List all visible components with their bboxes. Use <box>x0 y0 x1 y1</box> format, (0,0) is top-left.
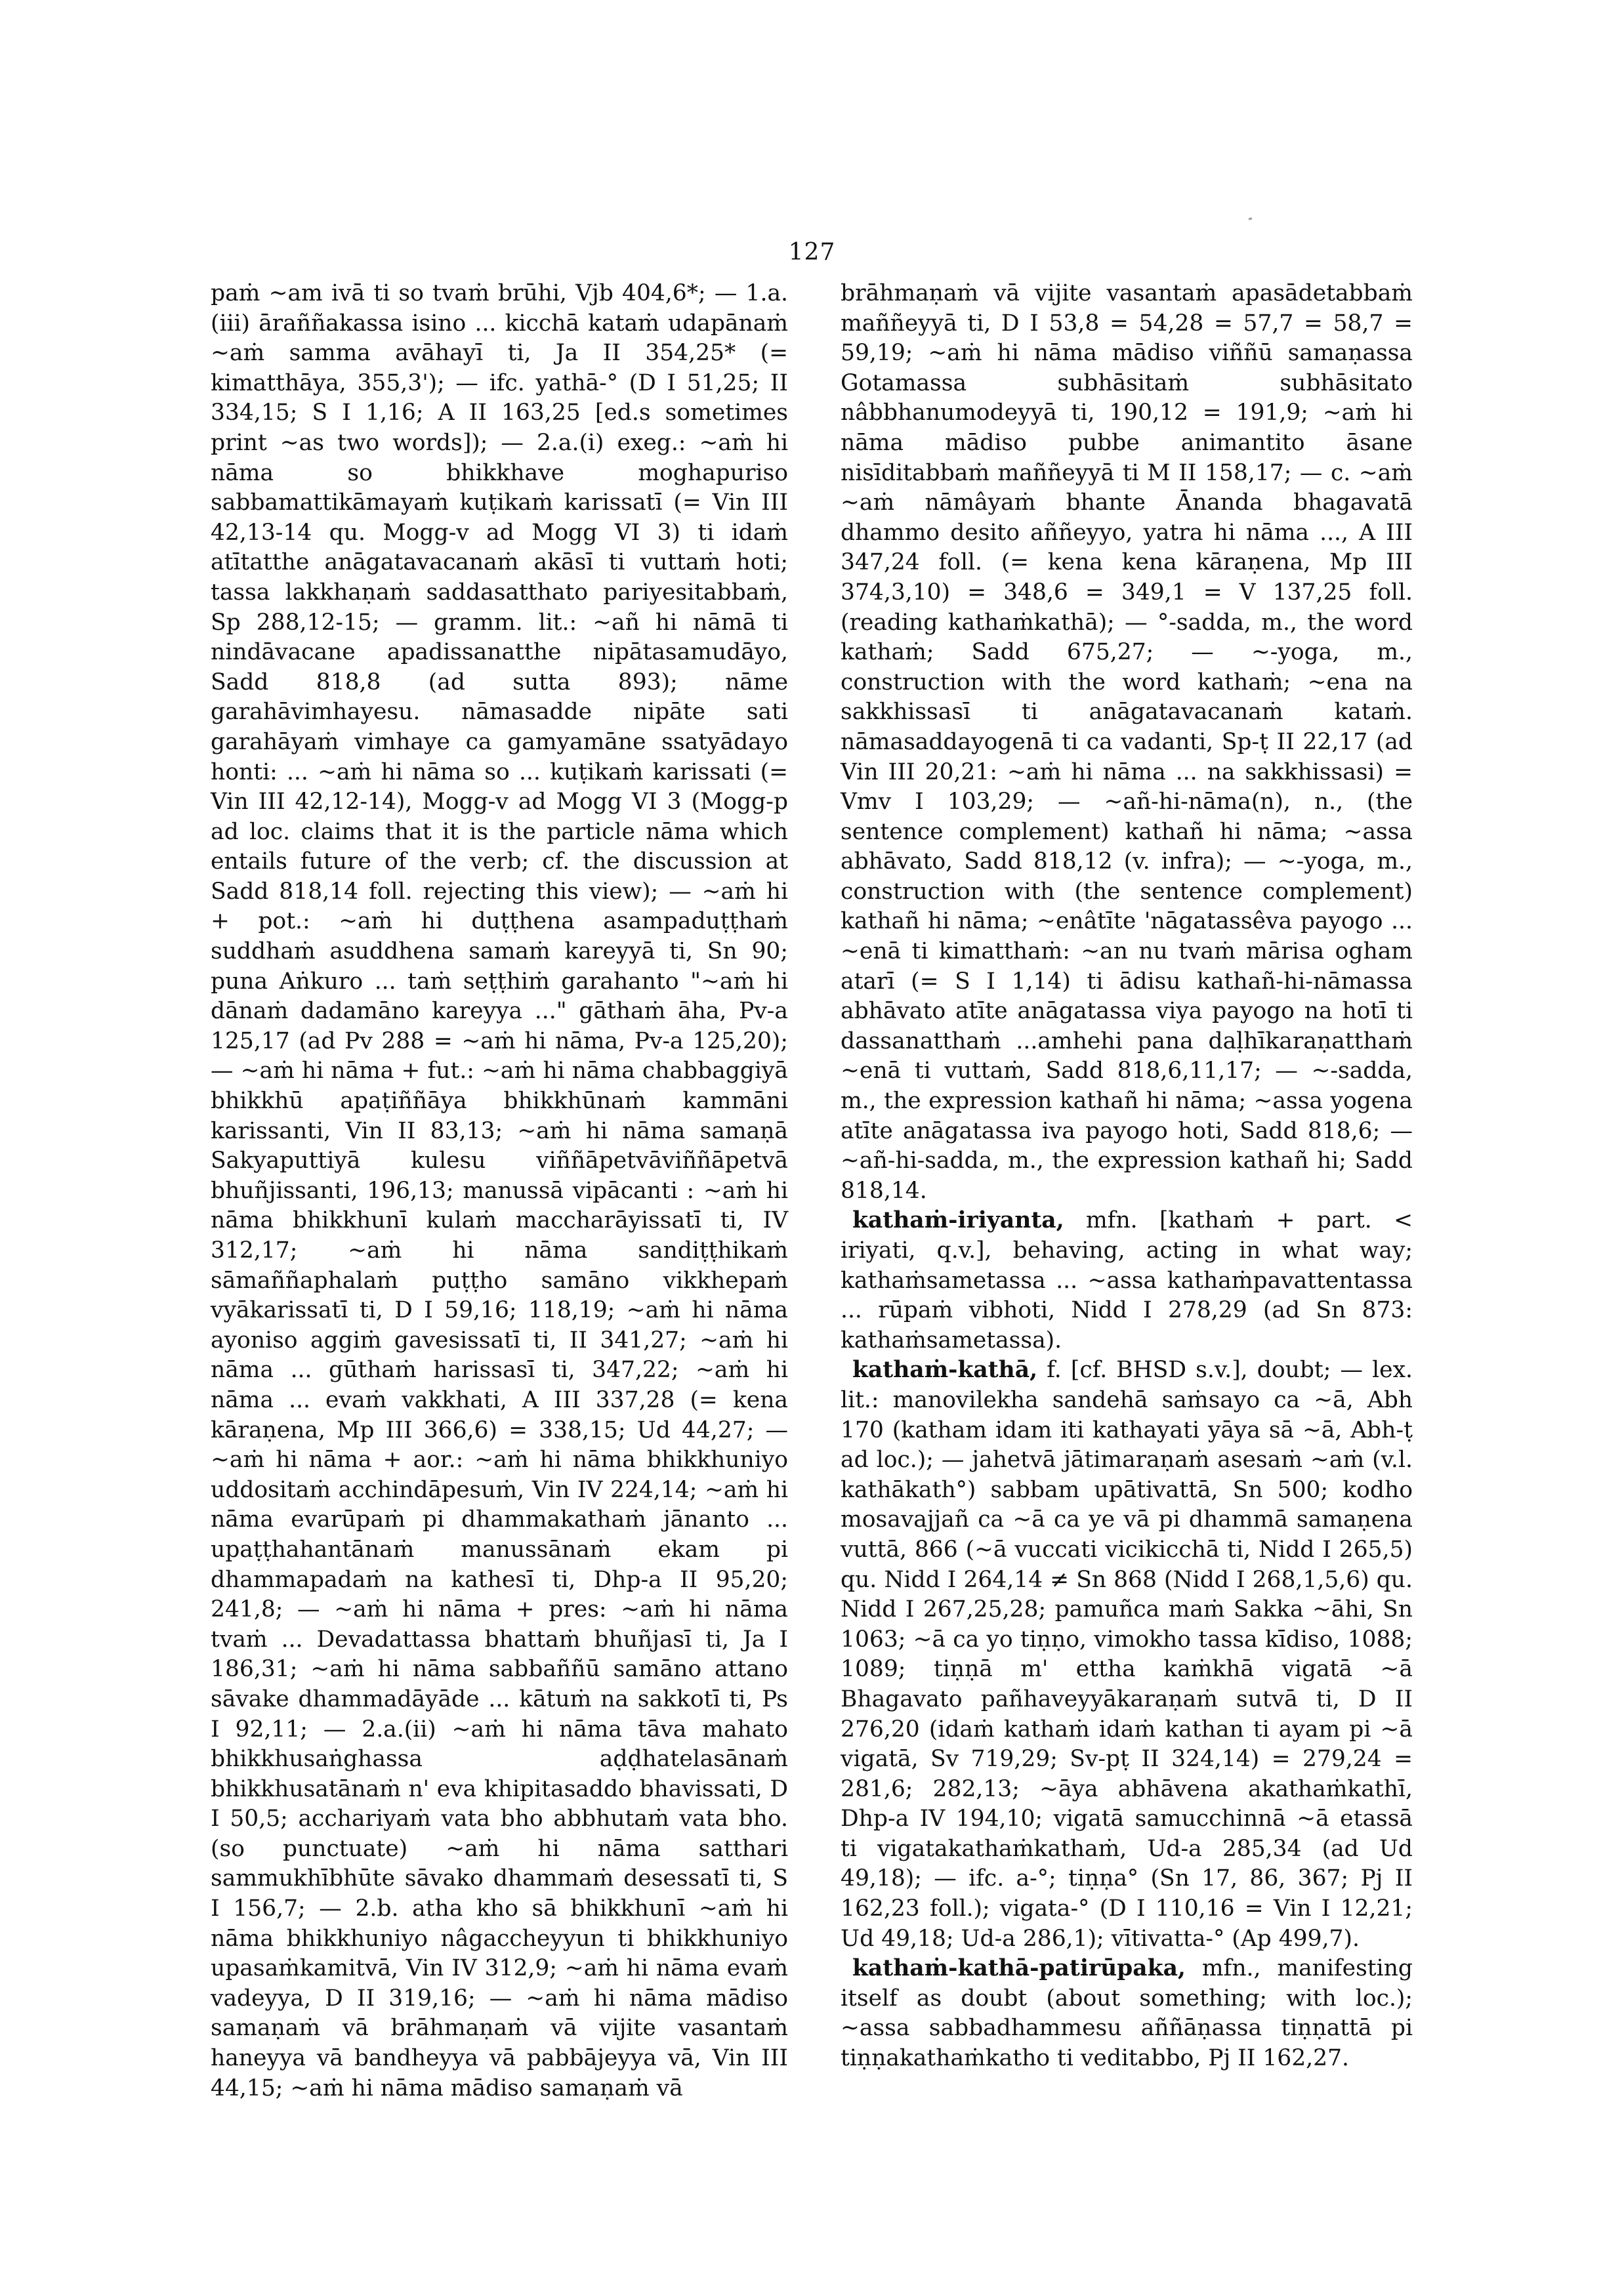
entry-headword: kathaṁ-kathā-patirūpaka, <box>852 1955 1186 1982</box>
page-number: 127 <box>788 239 836 266</box>
entry-headword: kathaṁ-iriyanta, <box>852 1207 1064 1234</box>
left-column <box>211 279 788 2103</box>
dictionary-entry-kathaṁ-iriyanta <box>841 1206 1413 1355</box>
entry-body: f. [cf. BHSD s.v.], doubt; — lex. lit.: manovilekha sandehā saṁsayo ca ~ā, Abh 170 (katham idam iti kathayati yāya sā ~ā, Abh-ṭ ad loc.); — jahetvā jātimaraṇaṁ asesaṁ ~aṁ (v.l. kathākath°) sabbam upātivattā, Sn 500; kodho mosavajjañ ca ~ā ca ye vā pi dhammā samaṇena vuttā, 866 (~ā vuccati vicikicchā ti, Nidd I 265,5) qu. Nidd I 264,14 ≠ Sn 868 (Nidd I 268,1,5,6) qu. Nidd I 267,25,28; pamuñca maṁ Sakka ~āhi, Sn 1063; ~ā ca yo tiṇṇo, vimokho tassa kīdiso, 1088; 1089; tiṇṇā m' ettha kaṁkhā vigatā ~ā Bhagavato pañhaveyyākaraṇaṁ sutvā ti, D II 276,20 (idaṁ kathaṁ idaṁ kathan ti ayam pi ~ā vigatā, Sv 719,29; Sv-pṭ II 324,14) = 279,24 = 281,6; 282,13; ~āya abhāvena akathaṁkathī, Dhp-a IV 194,10; vigatā samucchinnā ~ā etassā ti vigatakathaṁkathaṁ, Ud-a 285,34 (ad Ud 49,18); — ifc. a-°; tiṇṇa° (Sn 17, 86, 367; Pj II 162,23 foll.); vigata-° (D I 110,16 = Vin I 12,21; Ud 49,18; Ud-a 286,1); vītivatta-° (Ap 499,7). <box>841 1357 1413 1952</box>
right-column <box>841 279 1413 2074</box>
entry-body: mfn., manifesting itself as doubt (about something; with loc.); ~assa sabbadhammesu aññāṇassa tiṇṇattā pi tiṇṇakathaṁkatho ti veditabbo, Pj II 162,27. <box>841 1955 1413 2072</box>
entry-continuation: brāhmaṇaṁ vā vijite vasantaṁ apasādetabbaṁ maññeyyā ti, D I 53,8 = 54,28 = 57,7 = 58,7 = 59,19; ~aṁ hi nāma mādiso viññū samaṇassa Gotamassa subhāsitaṁ subhāsitato nâbbhanumodeyyā ti, 190,12 = 191,9; ~aṁ hi nāma mādiso pubbe animantito āsane nisīditabbaṁ maññeyyā ti M II 158,17; — c. ~aṁ ~aṁ nāmâyaṁ bhante Ānanda bhagavatā dhammo desito aññeyyo, yatra hi nāma ..., A III 347,24 foll. (= kena kena kāraṇena, Mp III 374,3,10) = 348,6 = 349,1 = V 137,25 foll. (reading kathaṁkathā); — °-sadda, m., the word kathaṁ; Sadd 675,27; — ~-yoga, m., construction with the word kathaṁ; ~ena na sakkhissasī ti anāgatavacanaṁ kataṁ. nāmasaddayogenā ti ca vadanti, Sp-ṭ II 22,17 (ad Vin III 20,21: ~aṁ hi nāma ... na sakkhissasi) = Vmv I 103,29; — ~añ-hi-nāma(n), n., (the sentence complement) kathañ hi nāma; ~assa abhāvato, Sadd 818,12 (v. infra); — ~-yoga, m., construction with (the sentence complement) kathañ hi nāma; ~enâtīte 'nāgatassêva payogo ... ~enā ti kimatthaṁ: ~an nu tvaṁ mārisa ogham atarī (= S I 1,14) ti ādisu kathañ-hi-nāmassa abhāvato atīte anāgatassa viya payogo na hotī ti dassanatthaṁ ...amhehi pana daḷhīkaraṇatthaṁ ~enā ti vuttaṁ, Sadd 818,6,11,17; — ~-sadda, m., the expression kathañ hi nāma; ~assa yogena atīte anāgatassa iva payogo hoti, Sadd 818,6; — ~añ-hi-sadda, m., the expression kathañ hi; Sadd 818,14. <box>841 280 1413 1204</box>
dictionary-entry-kathaṁ-kathā <box>841 1355 1413 1954</box>
dictionary-entry-kathaṁ-kathā-patirūpaka <box>841 1954 1413 2073</box>
entry-headword: kathaṁ-kathā, <box>852 1357 1038 1384</box>
entry-body: mfn. [kathaṁ + part. < iriyati, q.v.], behaving, acting in what way; kathaṁsametassa ... ~assa kathaṁpavattentassa ... rūpaṁ vibhoti, Nidd I 278,29 (ad Sn 873: kathaṁsametassa). <box>841 1207 1413 1354</box>
left-column-text: paṁ ~am ivā ti so tvaṁ brūhi, Vjb 404,6*; — 1.a.(iii) āraññakassa isino ... kicchā kataṁ udapānaṁ ~aṁ samma avāhayī ti, Ja II 354,25* (= kimatthāya, 355,3'); — ifc. yathā-° (D I 51,25; II 334,15; S I 1,16; A II 163,25 [ed.s sometimes print ~as two words]); — 2.a.(i) exeg.: ~aṁ hi nāma so bhikkhave moghapuriso sabbamattikāmayaṁ kuṭikaṁ karissatī (= Vin III 42,13-14 qu. Mogg-v ad Mogg VI 3) ti idaṁ atītatthe anāgatavacanaṁ akāsī ti vuttaṁ hoti; tassa lakkhaṇaṁ saddasatthato pariyesitabbaṁ, Sp 288,12-15; — gramm. lit.: ~añ hi nāmā ti nindāvacane apadissanatthe nipātasamudāyo, Sadd 818,8 (ad sutta 893); nāme garahāvimhayesu. nāmasadde nipāte sati garahāyaṁ vimhaye ca gamyamāne ssatyādayo honti: ... ~aṁ hi nāma so ... kuṭikaṁ karissati (= Vin III 42,12-14), Mogg-v ad Mogg VI 3 (Mogg-p ad loc. claims that it is the particle nāma which entails future of the verb; cf. the discussion at Sadd 818,14 foll. rejecting this view); — ~aṁ hi + pot.: ~aṁ hi duṭṭhena asampaduṭṭhaṁ suddhaṁ asuddhena samaṁ kareyyā ti, Sn 90; puna Aṅkuro ... taṁ seṭṭhiṁ garahanto "~aṁ hi dānaṁ dadamāno kareyya ..." gāthaṁ āha, Pv-a 125,17 (ad Pv 288 = ~aṁ hi nāma, Pv-a 125,20); — ~aṁ hi nāma + fut.: ~aṁ hi nāma chabbaggiyā bhikkhū apaṭiññāya bhikkhūnaṁ kammāni karissanti, Vin II 83,13; ~aṁ hi nāma samaṇā Sakyaputtiyā kulesu viññāpetvāviññāpetvā bhuñjissanti, 196,13; manussā vipācanti : ~aṁ hi nāma bhikkhunī kulaṁ maccharāyissatī ti, IV 312,17; ~aṁ hi nāma sandiṭṭhikaṁ sāmaññaphalaṁ puṭṭho samāno vikkhepaṁ vyākarissatī ti, D I 59,16; 118,19; ~aṁ hi nāma ayoniso aggiṁ gavesissatī ti, II 341,27; ~aṁ hi nāma ... gūthaṁ harissasī ti, 347,22; ~aṁ hi nāma ... evaṁ vakkhati, A III 337,28 (= kena kāraṇena, Mp III 366,6) = 338,15; Ud 44,27; — ~aṁ hi nāma + aor.: ~aṁ hi nāma bhikkhuniyo uddositaṁ acchindāpesuṁ, Vin IV 224,14; ~aṁ hi nāma evarūpaṁ pi dhammakathaṁ jānanto ... upaṭṭhahantānaṁ manussānaṁ ekam pi dhammapadaṁ na kathesī ti, Dhp-a II 95,20; 241,8; — ~aṁ hi nāma + pres: ~aṁ hi nāma tvaṁ ... Devadattassa bhattaṁ bhuñjasī ti, Ja I 186,31; ~aṁ hi nāma sabbaññū samāno attano sāvake dhammadāyāde ... kātuṁ na sakkotī ti, Ps I 92,11; — 2.a.(ii) ~aṁ hi nāma tāva mahato bhikkhusaṅghassa aḍḍhatelasānaṁ bhikkhusatānaṁ n' eva khipitasaddo bhavissati, D I 50,5; acchariyaṁ vata bho abbhutaṁ vata bho. (so punctuate) ~aṁ hi nāma satthari sammukhībhūte sāvako dhammaṁ desessatī ti, S I 156,7; — 2.b. atha kho sā bhikkhunī ~aṁ hi nāma bhikkhuniyo nâgaccheyyun ti bhikkhuniyo upasaṁkamitvā, Vin IV 312,9; ~aṁ hi nāma evaṁ vadeyya, D II 319,16; — ~aṁ hi nāma mādiso samaṇaṁ vā brāhmaṇaṁ vā vijite vasantaṁ haneyya vā bandheyya vā pabbājeyya vā, Vin III 44,15; ~aṁ hi nāma mādiso samaṇaṁ vā <box>211 280 788 2101</box>
scan-speck <box>1249 218 1260 220</box>
